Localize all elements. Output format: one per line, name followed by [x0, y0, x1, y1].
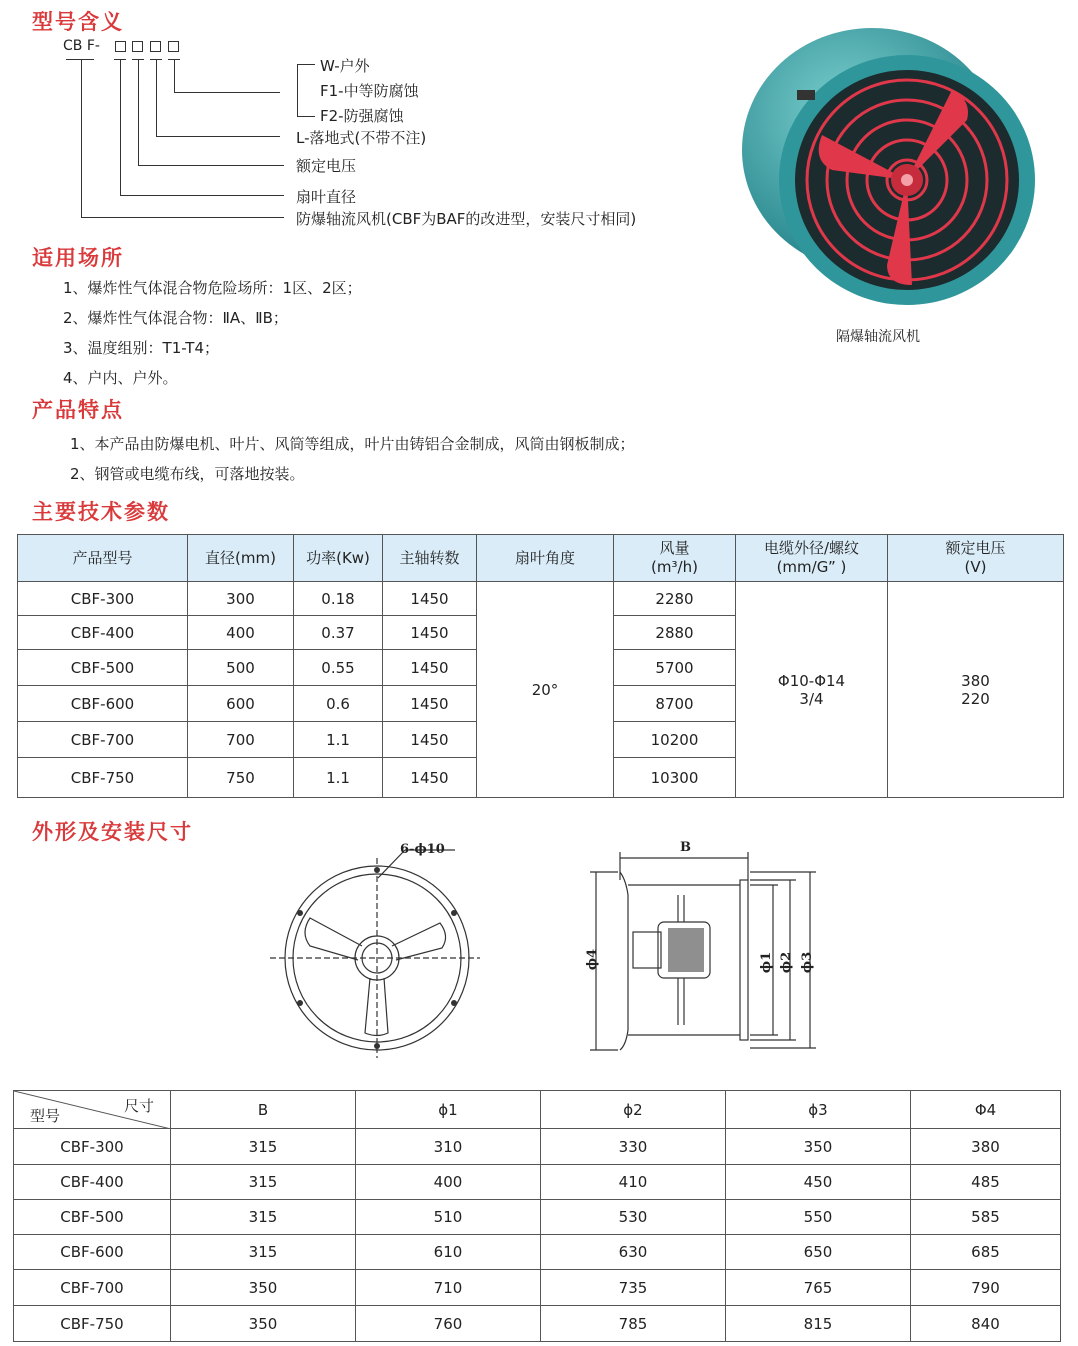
spec-voltage-line2: 220 — [961, 689, 990, 708]
model-label-voltage: 额定电压 — [296, 157, 357, 175]
dim-corner-top: 尺寸 — [123, 1097, 154, 1115]
dim-cell: 710 — [356, 1270, 541, 1306]
dim-cell: 330 — [541, 1129, 726, 1165]
dim-cell: 410 — [541, 1165, 726, 1200]
spec-cell-voltage — [888, 582, 1064, 798]
spec-cell-cable — [736, 582, 888, 798]
dim-cell: 765 — [726, 1270, 911, 1306]
model-label-w: W-户外 — [320, 57, 370, 75]
model-label-type: 防爆轴流风机(CBF为BAF的改进型，安装尺寸相同) — [296, 210, 637, 228]
dim-header-phi4: Φ4 — [911, 1091, 1061, 1129]
photo-caption: 隔爆轴流风机 — [836, 329, 920, 345]
spec-cell: 5700 — [614, 650, 736, 686]
dim-cell: 310 — [356, 1129, 541, 1165]
drawing-label-phi1: ϕ1 — [759, 951, 775, 974]
table-row — [14, 1200, 1061, 1235]
spec-header-power: 功率(Kw) — [294, 535, 383, 582]
model-code-box-3 — [150, 41, 161, 52]
table-row — [14, 1129, 1061, 1165]
spec-header-speed: 主轴转数 — [383, 535, 477, 582]
dim-header-phi3: ϕ3 — [726, 1091, 911, 1129]
spec-header-voltage-line1: 额定电压 — [945, 539, 1006, 557]
dim-cell: 350 — [171, 1306, 356, 1342]
spec-cell: 1450 — [383, 616, 477, 650]
feature-item-2: 2、钢管或电缆布线，可落地按装。 — [70, 465, 305, 483]
spec-header-cable-line2: (mm/G” ) — [776, 558, 847, 576]
dim-cell: 450 — [726, 1165, 911, 1200]
spec-table — [17, 534, 1064, 798]
application-item-4: 4、户内、户外。 — [63, 369, 178, 387]
spec-cell: CBF-400 — [18, 616, 188, 650]
spec-header-blade-angle: 扇叶角度 — [477, 535, 614, 582]
spec-cell: 500 — [188, 650, 294, 686]
spec-cell: 1450 — [383, 722, 477, 758]
spec-cell: CBF-600 — [18, 686, 188, 722]
dim-cell: CBF-500 — [14, 1200, 171, 1235]
dim-cell: 350 — [726, 1129, 911, 1165]
dim-header-phi1: ϕ1 — [356, 1091, 541, 1129]
spec-cell: 700 — [188, 722, 294, 758]
dim-cell: 485 — [911, 1165, 1061, 1200]
section-title-dimensions: 外形及安装尺寸 — [32, 820, 193, 844]
dim-header-row — [14, 1091, 1061, 1129]
spec-cell: 10300 — [614, 758, 736, 798]
spec-header-cable — [736, 535, 888, 582]
dim-cell: 315 — [171, 1235, 356, 1270]
dim-header-phi2: ϕ2 — [541, 1091, 726, 1129]
spec-cell: CBF-500 — [18, 650, 188, 686]
model-code-prefix: CB F- — [63, 38, 100, 54]
spec-cell: 0.6 — [294, 686, 383, 722]
application-item-1: 1、爆炸性气体混合物危险场所：1区、2区； — [63, 279, 362, 297]
application-item-3: 3、温度组别：T1-T4； — [63, 339, 219, 357]
dim-cell: 760 — [356, 1306, 541, 1342]
feature-item-1: 1、本产品由防爆电机、叶片、风筒等组成，叶片由铸铝合金制成，风筒由钢板制成； — [70, 435, 635, 453]
model-label-diameter: 扇叶直径 — [296, 188, 357, 206]
spec-header-diameter: 直径(mm) — [188, 535, 294, 582]
spec-cell: 10200 — [614, 722, 736, 758]
spec-cable-line2: 3/4 — [799, 689, 824, 708]
drawing-label-holes: 6-ϕ10 — [400, 842, 445, 857]
spec-cell: 1450 — [383, 686, 477, 722]
spec-cell: 1450 — [383, 758, 477, 798]
model-label-l: L-落地式(不带不注) — [296, 129, 427, 147]
dim-header-b: B — [171, 1091, 356, 1129]
dim-cell: 315 — [171, 1200, 356, 1235]
dim-cell: 510 — [356, 1200, 541, 1235]
spec-cell: 8700 — [614, 686, 736, 722]
spec-cell: 400 — [188, 616, 294, 650]
dim-cell: CBF-300 — [14, 1129, 171, 1165]
dim-cell: 380 — [911, 1129, 1061, 1165]
model-code-box-1 — [115, 41, 126, 52]
spec-cell: 750 — [188, 758, 294, 798]
spec-header-airflow — [614, 535, 736, 582]
spec-voltage-line1: 380 — [961, 671, 990, 690]
spec-header-voltage — [888, 535, 1064, 582]
model-code-box-4 — [168, 41, 179, 52]
spec-cell: 1450 — [383, 582, 477, 616]
dim-cell: 585 — [911, 1200, 1061, 1235]
dim-cell: CBF-750 — [14, 1306, 171, 1342]
dim-cell: CBF-600 — [14, 1235, 171, 1270]
model-label-f2: F2-防强腐蚀 — [320, 107, 404, 125]
spec-cell: 300 — [188, 582, 294, 616]
dim-cell: 685 — [911, 1235, 1061, 1270]
dim-cell: 530 — [541, 1200, 726, 1235]
spec-header-airflow-line2: (m³/h) — [651, 558, 698, 576]
spec-cable-line1: Φ10-Φ14 — [777, 671, 846, 690]
spec-cell: 1450 — [383, 650, 477, 686]
spec-header-voltage-line2: (V) — [964, 558, 987, 576]
dimension-table — [13, 1090, 1061, 1342]
spec-cell: 0.55 — [294, 650, 383, 686]
section-title-features: 产品特点 — [32, 398, 124, 422]
table-row — [14, 1306, 1061, 1342]
model-code-box-2 — [132, 41, 143, 52]
section-title-main-params: 主要技术参数 — [32, 500, 170, 524]
dim-cell: 650 — [726, 1235, 911, 1270]
spec-cell: 2880 — [614, 616, 736, 650]
spec-cell: 1.1 — [294, 758, 383, 798]
spec-header-model: 产品型号 — [18, 535, 188, 582]
spec-header-cable-line1: 电缆外径/螺纹 — [763, 539, 860, 557]
dim-cell: CBF-700 — [14, 1270, 171, 1306]
table-row — [14, 1270, 1061, 1306]
dim-cell: 315 — [171, 1129, 356, 1165]
front-view-drawing — [270, 838, 480, 1058]
dim-cell: 550 — [726, 1200, 911, 1235]
dim-cell: 840 — [911, 1306, 1061, 1342]
dim-cell: 630 — [541, 1235, 726, 1270]
spec-cell-blade-angle: 20° — [477, 582, 614, 798]
dim-corner-bottom: 型号 — [30, 1107, 61, 1125]
drawing-label-phi4: ϕ4 — [585, 948, 601, 971]
drawing-label-phi2: ϕ2 — [779, 951, 795, 974]
table-row — [18, 582, 1064, 616]
drawing-label-b: B — [680, 840, 691, 855]
dim-cell: 735 — [541, 1270, 726, 1306]
dim-cell: 610 — [356, 1235, 541, 1270]
spec-cell: 2280 — [614, 582, 736, 616]
dim-cell: 350 — [171, 1270, 356, 1306]
spec-cell: CBF-300 — [18, 582, 188, 616]
model-label-f1: F1-中等防腐蚀 — [320, 82, 419, 100]
spec-header-airflow-line1: 风量 — [659, 539, 690, 557]
spec-header-row — [18, 535, 1064, 582]
table-row — [14, 1235, 1061, 1270]
dim-cell: 400 — [356, 1165, 541, 1200]
table-row — [14, 1165, 1061, 1200]
spec-cell: 1.1 — [294, 722, 383, 758]
spec-cell: CBF-700 — [18, 722, 188, 758]
dim-cell: 785 — [541, 1306, 726, 1342]
spec-cell: 600 — [188, 686, 294, 722]
section-title-model-meaning: 型号含义 — [32, 10, 124, 34]
spec-cell: CBF-750 — [18, 758, 188, 798]
spec-cell: 0.18 — [294, 582, 383, 616]
application-item-2: 2、爆炸性气体混合物：ⅡA、ⅡB； — [63, 309, 288, 327]
dim-corner-cell — [14, 1091, 171, 1129]
drawing-label-phi3: ϕ3 — [800, 951, 816, 974]
dim-cell: 815 — [726, 1306, 911, 1342]
dim-cell: 790 — [911, 1270, 1061, 1306]
fan-photo — [722, 20, 1062, 320]
spec-cell: 0.37 — [294, 616, 383, 650]
dim-cell: 315 — [171, 1165, 356, 1200]
dim-cell: CBF-400 — [14, 1165, 171, 1200]
section-title-application: 适用场所 — [32, 246, 124, 270]
